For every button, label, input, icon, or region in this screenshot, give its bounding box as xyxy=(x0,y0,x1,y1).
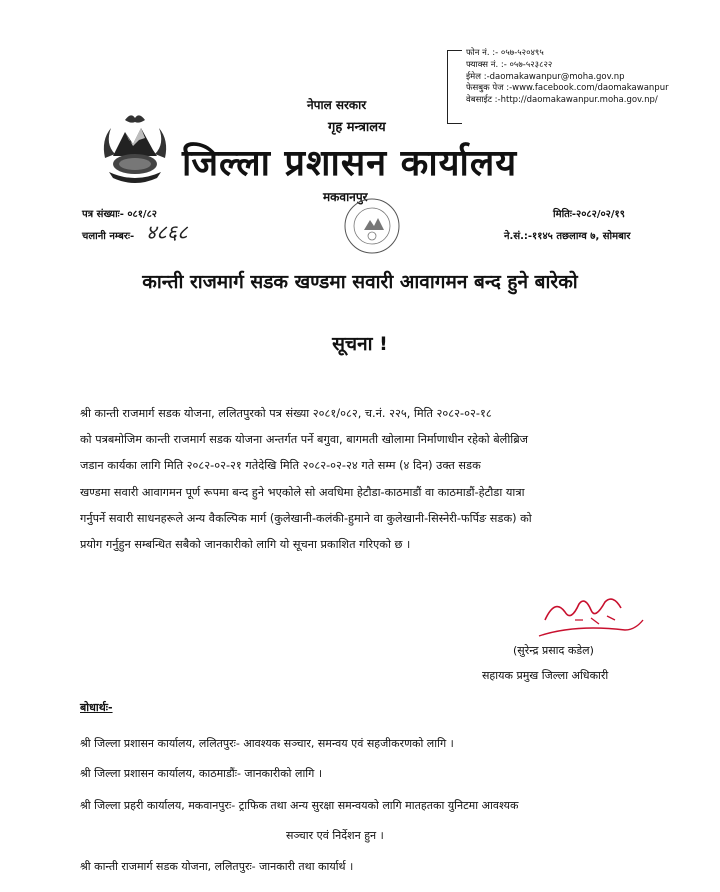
signatory-name: (सुरेन्द्र प्रसाद कडेल) xyxy=(513,644,594,657)
body-line: जडान कार्यका लागि मिति २०८२-०२-२१ गतेदेखि मिति २०८२-०२-२४ गते सम्म (४ दिन) उक्त सडक xyxy=(80,459,481,473)
contact-block xyxy=(466,48,669,107)
contact-fax: फ्याक्स नं. :- ०५७-५२३८२२ xyxy=(466,59,553,70)
body-line: प्रयोग गर्नुहुन सम्बन्धित सबैको जानकारीको लागि यो सूचना प्रकाशित गरिएको छ । xyxy=(80,538,411,552)
cc-item-continuation: सञ्चार एवं निर्देशन हुन । xyxy=(286,829,384,842)
cc-heading: बोधार्थः- xyxy=(80,701,113,714)
office-stamp-icon xyxy=(342,196,402,256)
cc-item: श्री जिल्ला प्रशासन कार्यालय, काठमाडौंः- जानकारीको लागि । xyxy=(80,767,322,780)
registration-number-value: ४८६८ xyxy=(146,220,188,244)
contact-phone: फोन नं. :- ०५७-५२०४९५ xyxy=(466,48,544,58)
contact-email: ईमेल :-daomakawanpur@moha.gov.np xyxy=(466,71,625,82)
cc-item: श्री जिल्ला प्रशासन कार्यालय, ललितपुरः- आवश्यक सञ्चार, समन्वय एवं सहजीकरणको लागि । xyxy=(80,737,454,750)
contact-facebook: फेसबुक पेज :-www.facebook.com/daomakawanpur xyxy=(466,83,669,94)
cc-item: श्री जिल्ला प्रहरी कार्यालय, मकवानपुरः- ट्राफिक तथा अन्य सुरक्षा समन्वयको लागि मातहतका युनिटमा आवश्यक xyxy=(80,799,519,812)
signatory-title: सहायक प्रमुख जिल्ला अधिकारी xyxy=(482,669,609,682)
contact-bracket xyxy=(447,50,462,124)
ministry-name: गृह मन्त्रालय xyxy=(328,120,386,135)
notice-body xyxy=(80,401,662,558)
cc-item: श्री कान्ती राजमार्ग सडक योजना, ललितपुरः- जानकारी तथा कार्यार्थ । xyxy=(80,860,354,873)
registration-number-label: चलानी नम्बरः- xyxy=(82,231,135,242)
nepal-sambat-date: ने.सं.:-११४५ तछलाग्व ७, सोमबार xyxy=(504,231,631,242)
body-line: खण्डमा सवारी आवागमन पूर्ण रूपमा बन्द हुने भएकोले सो अवधिमा हेटौडा-काठमाडौं वा काठमाडौं-हेटौडा यात्रा xyxy=(80,485,525,499)
date: मितिः-२०८२/०२/१९ xyxy=(553,209,625,220)
office-name: जिल्ला प्रशासन कार्यालय xyxy=(182,143,518,184)
letter-number: पत्र संख्याः- ०८१/८२ xyxy=(82,209,157,220)
district-name: मकवानपुर xyxy=(323,190,368,204)
body-line: श्री कान्ती राजमार्ग सडक योजना, ललितपुरको पत्र संख्या २०८१/०८२, च.नं. २२५, मिति २०८२-०२-१८ xyxy=(80,407,492,420)
body-line: को पत्रबमोजिम कान्ती राजमार्ग सडक योजना अन्तर्गत पर्ने बगुवा, बागमती खोलामा निर्माणाधीन रहेको बेलीब्रिज xyxy=(80,433,529,447)
country-name: नेपाल सरकार xyxy=(307,98,367,112)
body-line: गर्नुपर्ने सवारी साधनहरूले अन्य वैकल्पिक मार्ग (कुलेखानी-कलंकी-हुमाने वा कुलेखानी-सिस्नेरी-फर्पिङ सडक) को xyxy=(80,511,532,525)
nepal-emblem-icon xyxy=(95,110,175,190)
signature-icon xyxy=(535,590,645,640)
notice-title: कान्ती राजमार्ग सडक खण्डमा सवारी आवागमन बन्द हुने बारेको xyxy=(142,271,578,293)
notice-title-line2: सूचना ! xyxy=(332,333,388,355)
contact-website: वेबसाईट :-http://daomakawanpur.moha.gov.np/ xyxy=(466,95,658,106)
